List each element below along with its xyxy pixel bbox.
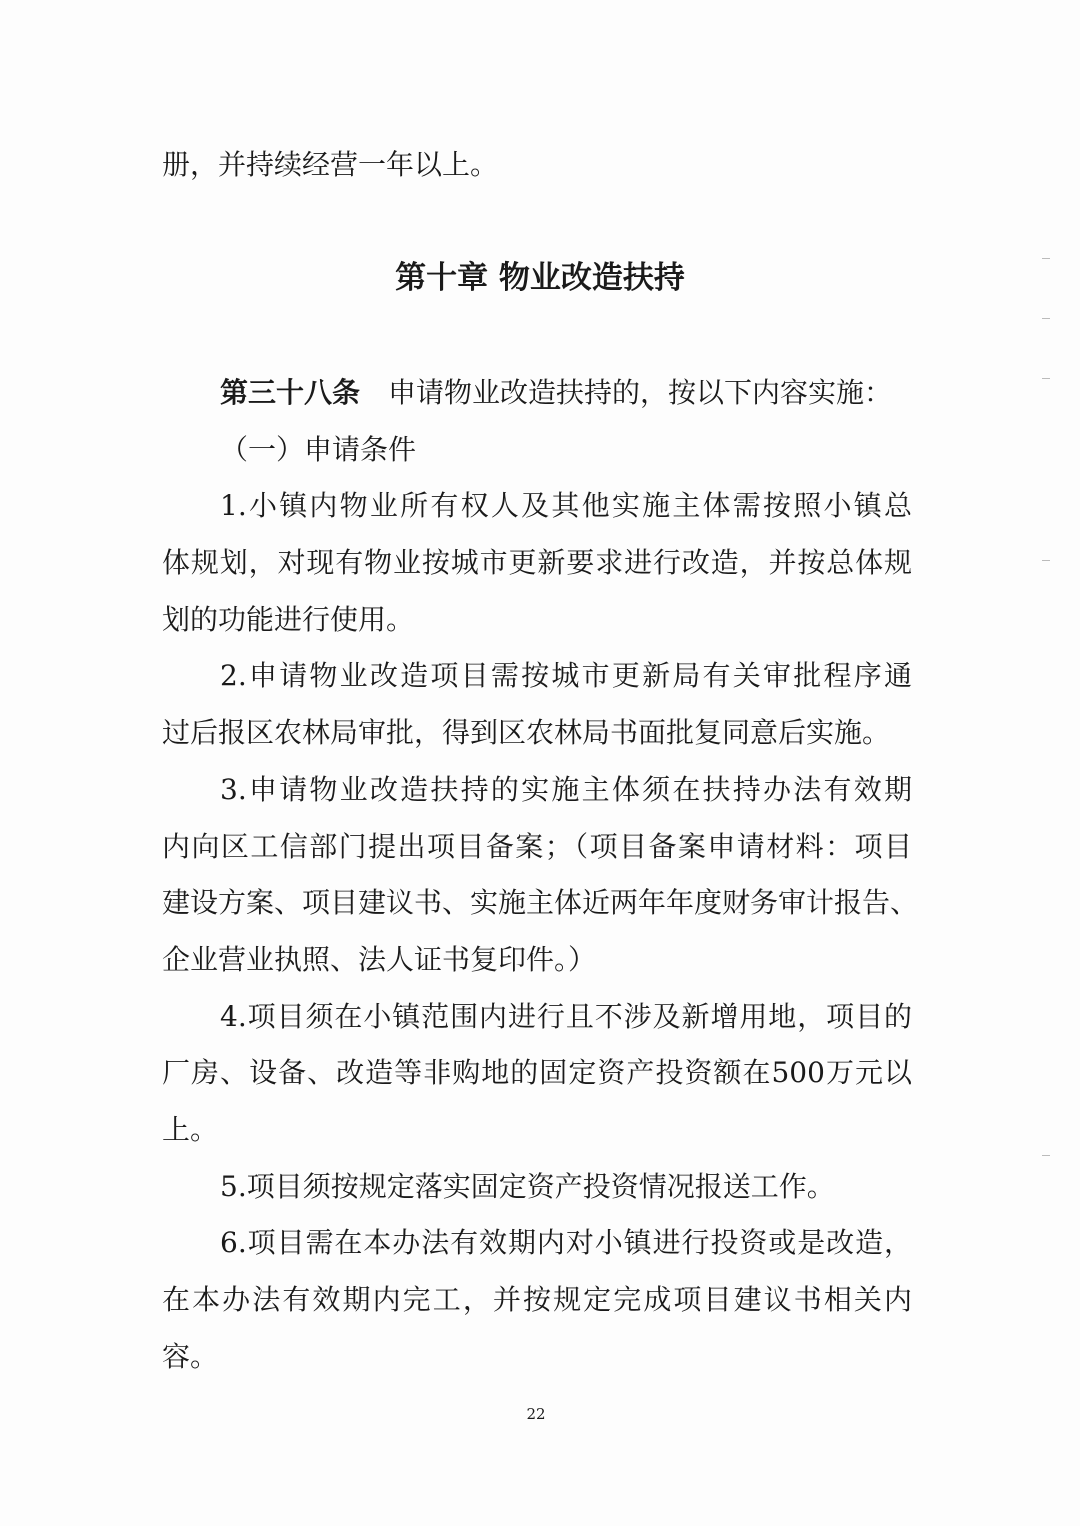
condition-line: 划的功能进行使用。 [162, 602, 415, 636]
condition-line: 厂房、设备、改造等非购地的固定资产投资额在500万元以 [162, 1056, 912, 1090]
condition-line: 4.项目须在小镇范围内进行且不涉及新增用地，项目的 [220, 999, 912, 1033]
condition-item [162, 989, 912, 1159]
condition-item [162, 1215, 912, 1385]
chapter-title: 第十章 物业改造扶持 [395, 260, 685, 296]
condition-line: 2.申请物业改造项目需按城市更新局有关审批程序通 [220, 659, 912, 693]
condition-line: 5.项目须按规定落实固定资产投资情况报送工作。 [220, 1169, 835, 1203]
condition-line: 在本办法有效期内完工，并按规定完成项目建议书相关内 [162, 1283, 912, 1316]
condition-line: 体规划，对现有物业按城市更新要求进行改造，并按总体规 [162, 546, 912, 580]
scan-mark [1042, 318, 1050, 319]
condition-line: 1.小镇内物业所有权人及其他实施主体需按照小镇总 [220, 489, 912, 523]
scan-mark [1042, 378, 1050, 379]
scan-mark [1042, 560, 1050, 561]
scan-mark [1042, 1155, 1050, 1156]
article-body [162, 365, 919, 1385]
condition-item [162, 1159, 912, 1216]
condition-line: 容。 [162, 1339, 219, 1373]
condition-item [162, 478, 912, 648]
article-heading [162, 365, 912, 422]
condition-line: 3.申请物业改造扶持的实施主体须在扶持办法有效期 [220, 772, 912, 806]
condition-line: 内向区工信部门提出项目备案；（项目备案申请材料：项目 [162, 829, 912, 863]
condition-list [162, 478, 919, 1385]
continuation-text: 册，并持续经营一年以上。 [162, 148, 499, 181]
page-number: 22 [526, 1405, 546, 1423]
condition-item [162, 648, 912, 761]
article-number: 第三十八条 [220, 376, 361, 409]
condition-line: 6.项目需在本办法有效期内对小镇进行投资或是改造， [220, 1226, 912, 1260]
article-intro: 申请物业改造扶持的，按以下内容实施： [388, 376, 893, 409]
condition-line: 上。 [162, 1112, 219, 1146]
section-heading: （一）申请条件 [220, 432, 417, 466]
condition-line: 过后报区农林局审批，得到区农林局书面批复同意后实施。 [162, 716, 891, 750]
condition-line: 建设方案、项目建议书、实施主体近两年年度财务审计报告、 [162, 886, 919, 920]
condition-line: 企业营业执照、法人证书复印件。） [162, 942, 597, 976]
condition-item [162, 762, 919, 989]
